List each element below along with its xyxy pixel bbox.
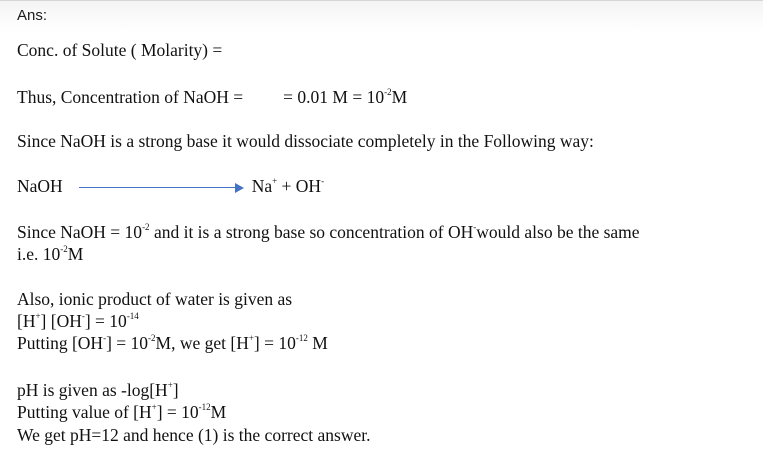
charge: - — [81, 311, 85, 321]
unit: M — [210, 402, 227, 422]
text: ] = 10 — [253, 333, 296, 353]
answer-label: Ans: — [17, 7, 48, 24]
text: pH is given as -log[H — [17, 380, 168, 400]
reaction-arrow-icon — [79, 183, 244, 193]
text: [H — [17, 311, 36, 331]
conclusion-line — [17, 425, 370, 446]
molarity-line — [17, 40, 222, 61]
product-hydroxide: + OH — [277, 176, 322, 196]
product-sodium: Na — [251, 176, 273, 196]
unit: M — [391, 87, 408, 107]
ionic-product-line — [17, 289, 292, 310]
text: would also be the same — [476, 222, 640, 242]
naoh-concentration-line — [17, 87, 407, 108]
exponent: -12 — [198, 402, 211, 412]
molarity-text: Conc. of Solute ( Molarity) = — [17, 40, 223, 60]
charge: + — [272, 176, 278, 186]
text: ] = 10 — [106, 333, 149, 353]
strong-base-line — [17, 131, 594, 152]
charge: + — [35, 311, 41, 321]
naoh-concentration-label: Thus, Concentration of NaOH = — [17, 87, 244, 107]
exponent: -2 — [142, 222, 150, 232]
kw-line — [17, 311, 139, 332]
text: and it is a strong base so concentration of OH — [149, 222, 474, 242]
strong-base-text: Since NaOH is a strong base it would dissociate completely in the Following way: — [17, 131, 594, 151]
charge: - — [473, 222, 477, 232]
conclusion-text: We get pH=12 and hence (1) is the correct answer. — [17, 425, 371, 445]
charge: - — [321, 176, 325, 186]
reaction-line — [17, 176, 324, 197]
reactant: NaOH — [17, 176, 63, 196]
exponent: -2 — [384, 87, 392, 97]
text: Putting [OH — [17, 333, 104, 353]
ph-definition-line — [17, 380, 179, 401]
charge: + — [167, 380, 173, 390]
charge: - — [103, 333, 107, 343]
text: ] = 10 — [156, 402, 199, 422]
unit: M — [67, 244, 84, 264]
charge: + — [151, 402, 157, 412]
text: M, we get [H — [155, 333, 249, 353]
text: ] [OH — [40, 311, 82, 331]
exponent: -2 — [60, 244, 68, 254]
exponent: -14 — [126, 311, 139, 321]
text: ] — [172, 380, 179, 400]
unit: M — [307, 333, 328, 353]
ie-line — [17, 244, 83, 265]
answer-header-bar — [0, 0, 763, 31]
ph-value-line — [17, 402, 226, 423]
exponent: -2 — [148, 333, 156, 343]
charge: + — [248, 333, 254, 343]
putting-oh-line — [17, 333, 328, 354]
ionic-product-text: Also, ionic product of water is given as — [17, 289, 293, 309]
text: i.e. 10 — [17, 244, 61, 264]
exponent: -12 — [295, 333, 308, 343]
text: ] = 10 — [84, 311, 127, 331]
naoh-concentration-value: = 0.01 M = 10 — [283, 87, 385, 107]
same-concentration-line — [17, 222, 640, 243]
text: Since NaOH = 10 — [17, 222, 143, 242]
text: Putting value of [H — [17, 402, 152, 422]
